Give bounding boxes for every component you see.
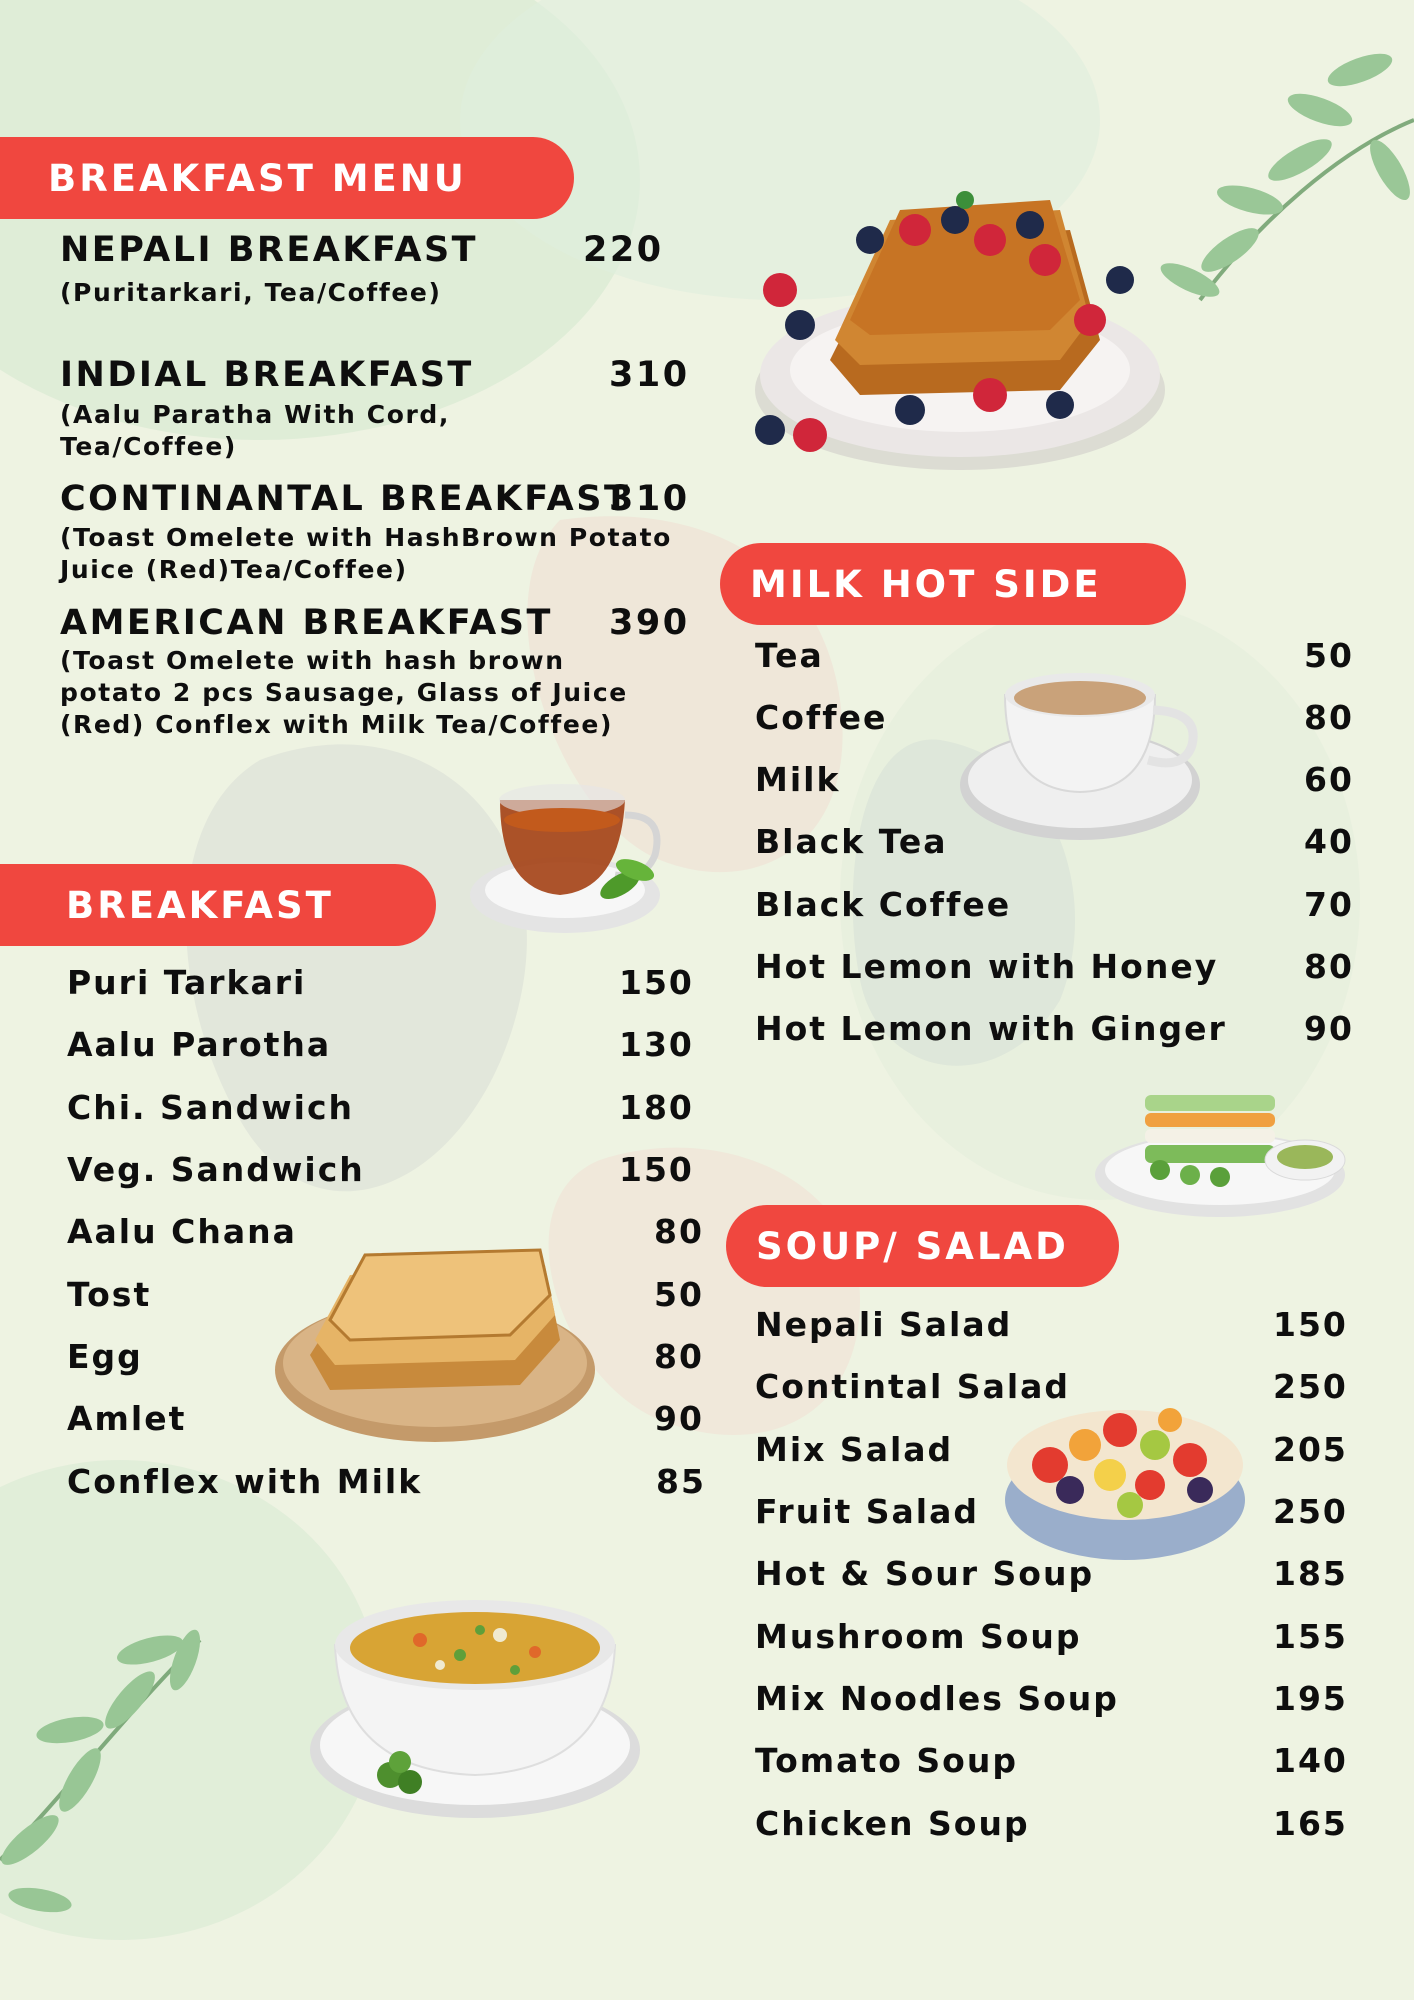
menu-item-description: (Red) Conflex with Milk Tea/Coffee) bbox=[60, 710, 613, 739]
list-item-price: 250 bbox=[1273, 1492, 1348, 1531]
menu-item-description: (Toast Omelete with HashBrown Potato bbox=[60, 523, 672, 552]
list-item-price: 50 bbox=[654, 1275, 704, 1314]
list-item-name: Nepali Salad bbox=[755, 1305, 1013, 1344]
list-item-price: 150 bbox=[619, 1150, 694, 1189]
list-item-price: 165 bbox=[1273, 1804, 1348, 1843]
menu-item-description: (Toast Omelete with hash brown bbox=[60, 646, 565, 675]
list-item-name: Coffee bbox=[755, 698, 888, 737]
menu-item-price: 310 bbox=[609, 355, 690, 395]
list-item-name: Puri Tarkari bbox=[67, 963, 307, 1002]
list-item-name: Amlet bbox=[67, 1399, 187, 1438]
list-item-price: 150 bbox=[1273, 1305, 1348, 1344]
list-item-price: 80 bbox=[654, 1212, 704, 1251]
list-item-name: Black Coffee bbox=[755, 885, 1012, 924]
milk-hot-side-heading: MILK HOT SIDE bbox=[720, 543, 1186, 625]
breakfast-heading: BREAKFAST bbox=[0, 864, 436, 946]
menu-item-price: 220 bbox=[583, 230, 664, 270]
list-item-name: Milk bbox=[755, 760, 841, 799]
list-item-name: Chi. Sandwich bbox=[67, 1088, 355, 1127]
menu-item-description: (Puritarkari, Tea/Coffee) bbox=[60, 278, 442, 307]
list-item-price: 155 bbox=[1273, 1617, 1348, 1656]
list-item-price: 90 bbox=[1304, 1009, 1354, 1048]
menu-item-description: potato 2 pcs Sausage, Glass of Juice bbox=[60, 678, 628, 707]
list-item-name: Mushroom Soup bbox=[755, 1617, 1082, 1656]
menu-item-name: CONTINANTAL BREAKFAST bbox=[60, 479, 631, 519]
list-item-name: Fruit Salad bbox=[755, 1492, 980, 1531]
list-item-name: Mix Noodles Soup bbox=[755, 1679, 1119, 1718]
list-item-name: Contintal Salad bbox=[755, 1367, 1071, 1406]
list-item-price: 205 bbox=[1273, 1430, 1348, 1469]
menu-item-description: Juice (Red)Tea/Coffee) bbox=[60, 555, 408, 584]
menu-item-description: Tea/Coffee) bbox=[60, 432, 237, 461]
list-item-name: Conflex with Milk bbox=[67, 1462, 423, 1501]
list-item-name: Chicken Soup bbox=[755, 1804, 1030, 1843]
french-toast-plate-image bbox=[740, 180, 1180, 480]
list-item-name: Aalu Parotha bbox=[67, 1025, 332, 1064]
list-item-price: 80 bbox=[1304, 947, 1354, 986]
list-item-name: Hot & Sour Soup bbox=[755, 1554, 1095, 1593]
list-item-price: 60 bbox=[1304, 760, 1354, 799]
veg-salad-plate-image bbox=[1090, 1065, 1360, 1225]
list-item-price: 80 bbox=[1304, 698, 1354, 737]
toast-bread-plate-image bbox=[270, 1245, 600, 1445]
menu-item-description: (Aalu Paratha With Cord, bbox=[60, 400, 450, 429]
menu-item-price: 310 bbox=[609, 479, 690, 519]
list-item-name: Tost bbox=[67, 1275, 152, 1314]
list-item-price: 180 bbox=[619, 1088, 694, 1127]
list-item-price: 140 bbox=[1273, 1741, 1348, 1780]
list-item-price: 250 bbox=[1273, 1367, 1348, 1406]
list-item-name: Mix Salad bbox=[755, 1430, 954, 1469]
menu-item-name: AMERICAN BREAKFAST bbox=[60, 603, 553, 643]
list-item-name: Hot Lemon with Ginger bbox=[755, 1009, 1227, 1048]
vegetable-soup-bowl-image bbox=[310, 1570, 650, 1830]
list-item-name: Aalu Chana bbox=[67, 1212, 297, 1251]
list-item-name: Tea bbox=[755, 636, 824, 675]
fruit-salad-bowl-image bbox=[1000, 1390, 1260, 1570]
list-item-name: Egg bbox=[67, 1337, 143, 1376]
list-item-name: Tomato Soup bbox=[755, 1741, 1018, 1780]
list-item-price: 50 bbox=[1304, 636, 1354, 675]
list-item-price: 85 bbox=[656, 1462, 706, 1501]
tea-cup-glass-image bbox=[460, 760, 680, 950]
list-item-name: Hot Lemon with Honey bbox=[755, 947, 1219, 986]
list-item-price: 40 bbox=[1304, 822, 1354, 861]
list-item-price: 70 bbox=[1304, 885, 1354, 924]
list-item-price: 195 bbox=[1273, 1679, 1348, 1718]
list-item-name: Black Tea bbox=[755, 822, 948, 861]
soup-salad-heading: SOUP/ SALAD bbox=[726, 1205, 1119, 1287]
milk-tea-cup-image bbox=[960, 640, 1220, 850]
breakfast-menu-heading: BREAKFAST MENU bbox=[0, 137, 574, 219]
menu-item-name: INDIAL BREAKFAST bbox=[60, 355, 474, 395]
list-item-price: 90 bbox=[654, 1399, 704, 1438]
menu-item-name: NEPALI BREAKFAST bbox=[60, 230, 479, 270]
list-item-name: Veg. Sandwich bbox=[67, 1150, 365, 1189]
list-item-price: 130 bbox=[619, 1025, 694, 1064]
list-item-price: 80 bbox=[654, 1337, 704, 1376]
menu-item-price: 390 bbox=[609, 603, 690, 643]
list-item-price: 150 bbox=[619, 963, 694, 1002]
list-item-price: 185 bbox=[1273, 1554, 1348, 1593]
